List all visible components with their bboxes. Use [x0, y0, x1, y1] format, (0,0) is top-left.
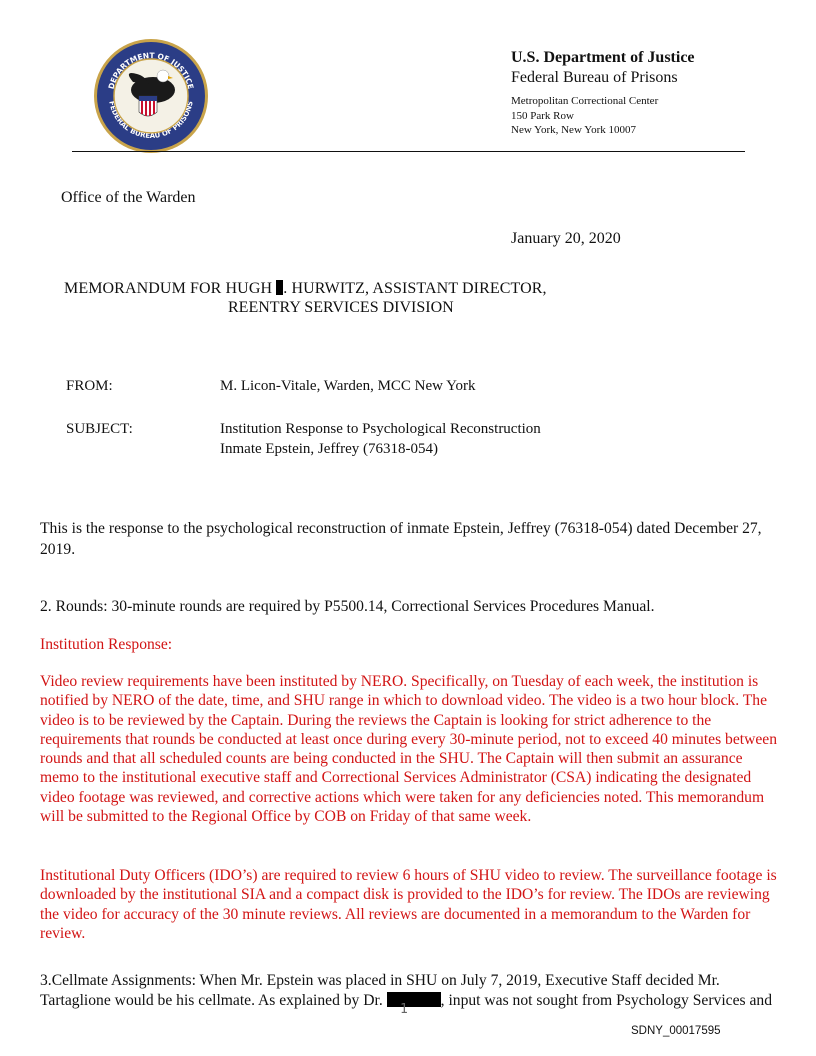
address-line: 150 Park Row	[511, 109, 574, 122]
address-line: Metropolitan Correctional Center	[511, 95, 659, 107]
address-line: New York, New York 10007	[511, 124, 636, 136]
memo-for-prefix: MEMORANDUM FOR HUGH	[64, 280, 273, 297]
response-paragraph-2: Institutional Duty Officers (IDO’s) are required to review 6 hours of SHU video to review. The surveillance footage is downloaded by the institutional SIA and a compact disk is provided to the IDO’s for review. The IDOs are reviewing the video for accuracy of the 30 minute reviews. All reviews are documented in a memorandum to the Warden for review.	[40, 867, 777, 942]
memorandum-for-line	[64, 278, 547, 299]
memo-for-suffix: . HURWITZ, ASSISTANT DIRECTOR,	[283, 280, 547, 297]
bureau-name: Federal Bureau of Prisons	[511, 69, 678, 86]
subject-line-2: Inmate Epstein, Jeffrey (76318-054)	[220, 441, 438, 457]
subject-line-1: Institution Response to Psychological Reconstruction	[220, 421, 541, 437]
page-number: 1	[400, 1002, 408, 1017]
item-2-rounds: 2. Rounds: 30-minute rounds are required by P5500.14, Correctional Services Procedures Manual.	[40, 598, 655, 615]
seal-text-bottom: FEDERAL BUREAU OF PRISONS	[107, 100, 195, 141]
intro-paragraph: This is the response to the psychological reconstruction of inmate Epstein, Jeffrey (76318-054) dated December 27, 2019.	[40, 520, 762, 558]
redaction-box	[387, 992, 441, 1007]
letterhead-divider	[72, 151, 745, 152]
item-3-cellmate	[40, 971, 784, 1011]
memo-date: January 20, 2020	[511, 230, 621, 247]
agency-block	[511, 48, 695, 88]
institution-response-heading: Institution Response:	[40, 636, 173, 653]
office-line: Office of the Warden	[61, 189, 196, 206]
department-name: U.S. Department of Justice	[511, 49, 695, 66]
address-block	[511, 94, 658, 138]
from-value: M. Licon-Vitale, Warden, MCC New York	[220, 378, 476, 394]
doj-bop-seal-logo	[93, 38, 209, 154]
subject-label: SUBJECT:	[66, 421, 133, 437]
item-3-prefix: 3.Cellmate Assignments: When Mr. Epstein was placed in SHU on July 7, 2019, Executive Staff decided Mr. Tartaglione would be his cellmate. As explained by Dr.	[40, 972, 720, 1009]
seal-text-top: DEPARTMENT OF JUSTICE	[106, 50, 196, 91]
memorandum-for-line-2: REENTRY SERVICES DIVISION	[228, 299, 454, 316]
bates-number: SDNY_00017595	[631, 1025, 721, 1037]
item-3-suffix: , input was not sought from Psychology Services and	[440, 992, 772, 1009]
from-label: FROM:	[66, 378, 113, 394]
response-paragraph-1: Video review requirements have been instituted by NERO. Specifically, on Tuesday of each week, the institution is notified by NERO of the date, time, and SHU range in which to download video. The video is a two hour block. The video is to be reviewed by the Captain. During the reviews the Captain is looking for strict adherence to the requirements that rounds be conducted at least once during every 30-minute period, not to exceed 40 minutes between rounds and that all scheduled counts are being conducted in the SHU. The Captain will then submit an assurance memo to the institutional executive staff and Correctional Services Administrator (CSA) indicating the designated video footage was reviewed, and corrective actions which were taken for any deficiencies noted. This memorandum will be submitted to the Regional Office by COB on Friday of that same week.	[40, 673, 778, 826]
